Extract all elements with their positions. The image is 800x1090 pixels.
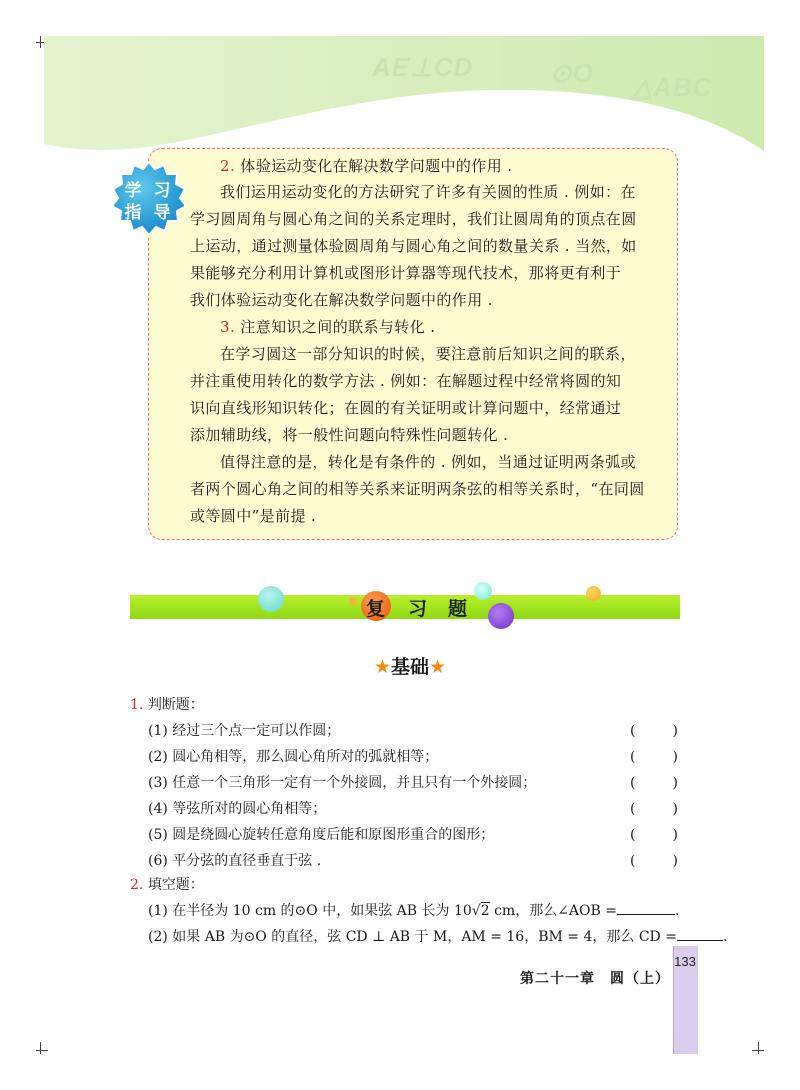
review-title-char: 习 — [408, 598, 428, 620]
crop-mark-bottom-left-v — [40, 1042, 41, 1054]
guide-p3-line: 在学习圆这一部分知识的时候，要注意前后知识之间的联系， — [220, 345, 636, 363]
sqrt-sign: √ — [471, 903, 481, 919]
guide-p4-line: 者两个圆心角之间的相等关系来证明两条弦的相等关系时，“在同圆 — [190, 480, 645, 498]
question-1-number: 1. — [130, 697, 144, 713]
judgement-item: (4) 等弦所对的圆心角相等； — [148, 801, 327, 817]
banner-bubble-icon — [586, 586, 601, 601]
header-symbol-perpendicular: AE⊥CD — [372, 52, 474, 82]
study-guide-badge-line2: 指 导 — [124, 203, 174, 223]
judgement-item: (6) 平分弦的直径垂直于弦 . — [148, 853, 322, 869]
banner-bubble-icon — [488, 603, 514, 629]
header-symbol-circle: ⊙O — [550, 58, 595, 88]
star-icon: ★ — [429, 656, 447, 678]
guide-p2-title: 体验运动变化在解决数学问题中的作用 . — [240, 157, 513, 175]
guide-p3-line: 添加辅助线，将一般性问题向特殊性问题转化 . — [190, 426, 509, 444]
page-number: 133 — [674, 954, 696, 969]
judgement-item: (2) 圆心角相等，那么圆心角所对的弧就相等； — [148, 749, 439, 765]
question-1-title: 判断题： — [147, 697, 204, 713]
sqrt-radicand: 2 — [480, 903, 490, 919]
header-symbol-triangle: △ABC — [632, 72, 713, 102]
guide-p3-number: 3. — [220, 318, 236, 336]
review-title-char: 复 — [366, 598, 386, 620]
guide-p2-line: 果能够充分利用计算机或图形计算器等现代技术，那将更有利于 — [190, 264, 622, 282]
basics-title-text: 基础 — [390, 656, 429, 678]
crop-mark-bottom-left-h — [36, 1050, 48, 1051]
judgement-item: (5) 圆是绕圆心旋转任意角度后能和原图形重合的图形； — [148, 827, 495, 843]
banner-bubble-icon — [349, 597, 357, 605]
question-2-heading — [130, 876, 204, 894]
guide-p4-line: 值得注意的是，转化是有条件的 . 例如，当通过证明两条弧或 — [220, 453, 636, 471]
judgement-item: (1) 经过三个点一定可以作圆； — [148, 723, 341, 739]
guide-p2-number: 2. — [220, 157, 236, 175]
answer-parentheses: ( ) — [630, 749, 678, 765]
answer-parentheses: ( ) — [630, 775, 678, 791]
guide-p3-line: 识向直线形知识转化；在圆的有关证明或计算问题中，经常通过 — [190, 399, 622, 417]
fill-in-item-1-text-b: cm，那么∠AOB = — [489, 903, 617, 919]
guide-p2-line: 上运动，通过测量体验圆周角与圆心角之间的数量关系 . 当然，如 — [190, 237, 637, 255]
guide-p2-line: 学习圆周角与圆心角之间的关系定理时，我们让圆周角的顶点在圆 — [190, 210, 637, 228]
star-icon: ★ — [373, 656, 391, 678]
question-1-heading — [130, 696, 204, 714]
answer-parentheses: ( ) — [630, 801, 678, 817]
fill-in-item-2-end: . — [722, 929, 728, 945]
question-2-number: 2. — [130, 877, 144, 893]
guide-p4-line: 或等圆中”是前提 . — [190, 507, 317, 525]
answer-parentheses: ( ) — [630, 723, 678, 739]
answer-blank[interactable] — [677, 926, 723, 941]
fill-in-item-1-text-a: (1) 在半径为 10 cm 的⊙O 中，如果弦 AB 长为 10 — [148, 903, 472, 919]
fill-in-item-1-end: . — [675, 903, 680, 919]
answer-blank[interactable] — [617, 900, 675, 915]
banner-bubble-icon — [474, 582, 492, 600]
fill-in-item-1 — [148, 900, 679, 920]
answer-parentheses: ( ) — [630, 853, 678, 869]
guide-p3-line: 并注重使用转化的数学方法 . 例如：在解题过程中经常将圆的知 — [190, 372, 622, 390]
banner-bubble-icon — [258, 586, 284, 612]
guide-p2-heading — [220, 156, 512, 176]
crop-mark-bottom-right-v — [758, 1042, 759, 1054]
study-guide-badge-line1: 学 习 — [124, 181, 174, 201]
guide-p3-title: 注意知识之间的联系与转化 . — [240, 318, 436, 336]
review-title-char: 题 — [448, 598, 468, 620]
basics-heading — [340, 652, 480, 679]
fill-in-item-2-text: (2) 如果 AB 为⊙O 的直径，弦 CD ⊥ AB 于 M，AM = 16，BM = 4，那么 CD = — [148, 929, 677, 945]
guide-p2-line: 我们运用运动变化的方法研究了许多有关圆的性质 . 例如：在 — [220, 183, 636, 201]
crop-mark-top-left-v — [40, 36, 41, 48]
answer-parentheses: ( ) — [630, 827, 678, 843]
question-2-title: 填空题： — [147, 877, 204, 893]
guide-p2-line: 我们体验运动变化在解决数学问题中的作用 . — [190, 291, 493, 309]
judgement-item: (3) 任意一个三角形一定有一个外接圆，并且只有一个外接圆； — [148, 775, 537, 791]
chapter-footer: 第二十一章 圆（上） — [520, 971, 670, 987]
guide-p3-heading — [220, 317, 435, 337]
fill-in-item-2 — [148, 926, 727, 946]
